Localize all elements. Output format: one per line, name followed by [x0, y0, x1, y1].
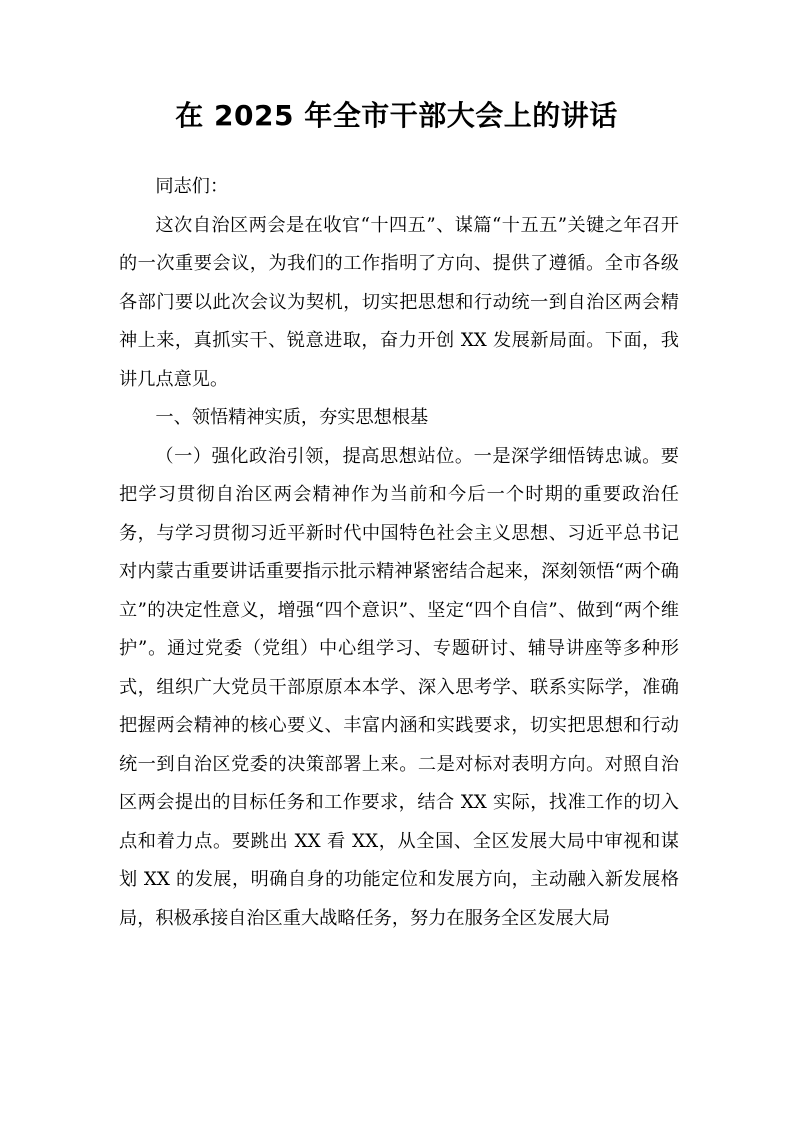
section-heading-1: 一、领悟精神实质，夯实思想根基 — [155, 407, 429, 428]
document-body — [119, 168, 679, 938]
paragraph-subsection-1: （一）强化政治引领，提高思想站位。一是深学细悟铸忠诚。要把学习贯彻自治区两会精神作为当前和今后一个时期的重要政治任务，与学习贯彻习近平新时代中国特色社会主义思想、习近平总书记对内蒙古重要讲话重要指示批示精神紧密结合起来，深刻领悟“两个确立”的决定性意义，增强“四个意识”、坚定“四个自信”、做到“两个维护”。通过党委（党组）中心组学习、专题研讨、辅导讲座等多种形式，组织广大党员干部原原本本学、深入思考学、联系实际学，准确把握两会精神的核心要义、丰富内涵和实践要求，切实把思想和行动统一到自治区党委的决策部署上来。二是对标对表明方向。对照自治区两会提出的目标任务和工作要求，结合 XX 实际，找准工作的切入点和着力点。要跳出 XX 看 XX，从全国、全区发展大局中审视和谋划 XX 的发展，明确自身的功能定位和发展方向，主动融入新发展格局，积极承接自治区重大战略任务，努力在服务全区发展大局 — [119, 445, 679, 929]
document-title: 在 2025 年全市干部大会上的讲话 — [175, 99, 618, 132]
paragraph-intro: 这次自治区两会是在收官“十四五”、谋篇“十五五”关键之年召开的一次重要会议，为我们的工作指明了方向、提供了遵循。全市各级各部门要以此次会议为契机，切实把思想和行动统一到自治区两会精神上来，真抓实干、锐意进取，奋力开创 XX 发展新局面。下面，我讲几点意见。 — [119, 214, 679, 390]
salutation: 同志们： — [155, 176, 229, 197]
